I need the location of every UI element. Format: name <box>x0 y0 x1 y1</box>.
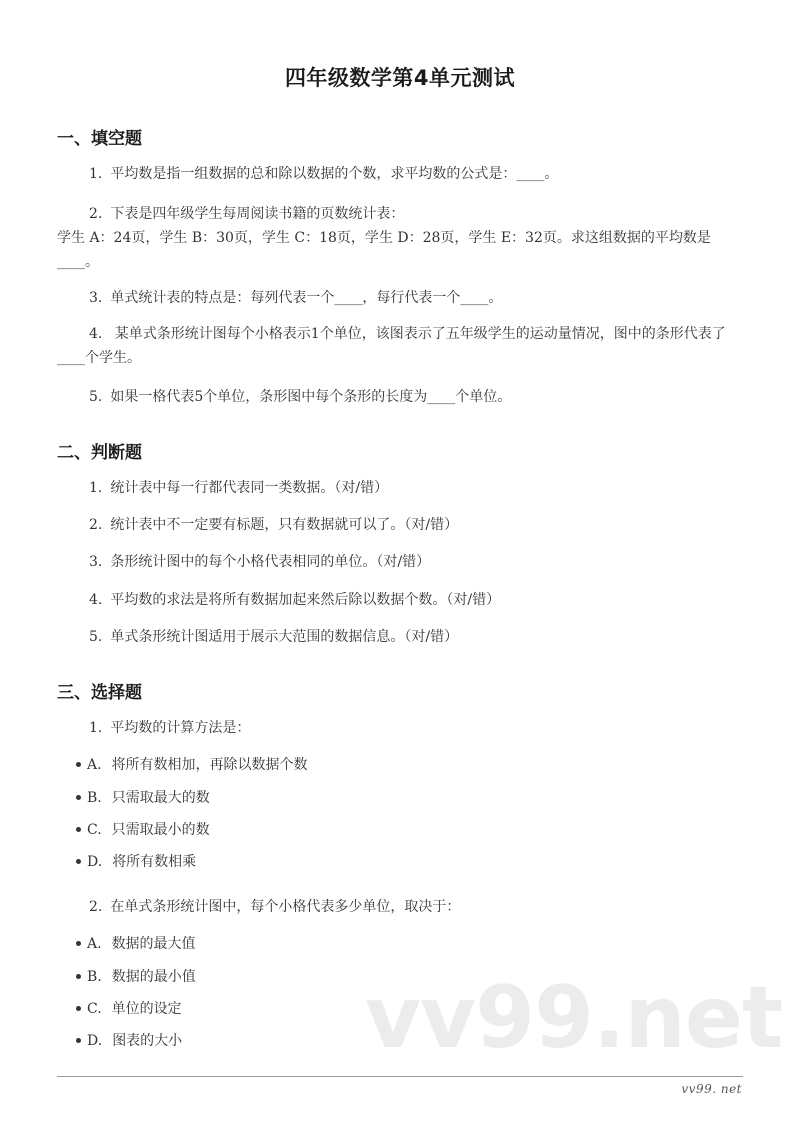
question-number: 2. <box>89 206 103 222</box>
bullet-icon <box>76 941 81 946</box>
question-number: 5. <box>89 629 103 645</box>
question-text: 单式条形统计图适用于展示大范围的数据信息。（对/错） <box>110 629 459 645</box>
option-text: 将所有数相乘 <box>112 854 197 870</box>
option-text: 只需取最小的数 <box>111 822 210 838</box>
option-letter: B. <box>87 790 102 806</box>
option-letter: D. <box>87 1033 103 1049</box>
choice-2-option-c <box>76 999 182 1019</box>
question-continuation: 学生 A：24页，学生 B：30页，学生 C：18页，学生 D：28页，学生 E：32页。求这组数据的平均数是____。 <box>57 230 711 270</box>
option-text: 图表的大小 <box>112 1033 183 1049</box>
option-letter: D. <box>87 854 103 870</box>
question-text: 下表是四年级学生每周阅读书籍的页数统计表： <box>110 206 405 222</box>
question-text: 统计表中每一行都代表同一类数据。（对/错） <box>110 480 389 496</box>
question-number: 5. <box>89 389 103 405</box>
option-letter: A. <box>87 757 102 773</box>
bullet-icon <box>76 1006 81 1011</box>
question-number: 2. <box>89 899 103 915</box>
option-text: 数据的最小值 <box>111 969 196 985</box>
true-false-question-2 <box>57 513 747 537</box>
option-text: 将所有数相加，再除以数据个数 <box>111 757 308 773</box>
question-number: 3. <box>89 290 103 306</box>
choice-2-option-a <box>76 934 196 954</box>
option-text: 单位的设定 <box>111 1001 182 1017</box>
option-text: 数据的最大值 <box>111 936 196 952</box>
bullet-icon <box>76 1038 81 1043</box>
bullet-icon <box>76 827 81 832</box>
question-number: 3. <box>89 554 103 570</box>
question-number: 1. <box>89 480 103 496</box>
question-text: 平均数的计算方法是： <box>110 720 251 736</box>
option-letter: B. <box>87 969 102 985</box>
choice-2-option-d <box>76 1031 182 1051</box>
question-text: 如果一格代表5个单位，条形图中每个条形的长度为____个单位。 <box>110 389 512 405</box>
document-title: 四年级数学第4单元测试 <box>284 66 516 90</box>
true-false-question-5 <box>57 625 747 649</box>
option-letter: A. <box>87 936 102 952</box>
question-number: 4. <box>89 592 103 608</box>
fill-blank-question-2 <box>57 202 747 274</box>
question-text: 在单式条形统计图中，每个小格代表多少单位，取决于： <box>110 899 461 915</box>
section-heading-true-false: 二、判断题 <box>57 443 142 463</box>
question-text: 条形统计图中的每个小格代表相同的单位。（对/错） <box>110 554 431 570</box>
choice-1-option-c <box>76 820 210 840</box>
option-text: 只需取最大的数 <box>111 790 210 806</box>
true-false-question-4 <box>57 588 747 612</box>
fill-blank-question-5 <box>57 385 747 409</box>
bullet-icon <box>76 762 81 767</box>
bullet-icon <box>76 974 81 979</box>
choice-question-1 <box>57 716 747 740</box>
question-number: 1. <box>89 166 103 182</box>
question-number: 1. <box>89 720 103 736</box>
choice-question-2 <box>57 895 747 919</box>
option-letter: C. <box>87 822 102 838</box>
bullet-icon <box>76 859 81 864</box>
question-text: 统计表中不一定要有标题，只有数据就可以了。（对/错） <box>110 517 459 533</box>
choice-1-option-a <box>76 755 308 775</box>
choice-1-option-b <box>76 788 210 808</box>
choice-1-option-d <box>76 852 196 872</box>
choice-2-option-b <box>76 967 196 987</box>
section-heading-fill-blank: 一、填空题 <box>57 129 142 149</box>
fill-blank-question-3 <box>57 286 747 310</box>
question-text: 单式统计表的特点是：每列代表一个____，每行代表一个____。 <box>110 290 503 306</box>
true-false-question-1 <box>57 476 747 500</box>
fill-blank-question-4 <box>57 322 747 370</box>
bullet-icon <box>76 795 81 800</box>
option-letter: C. <box>87 1001 102 1017</box>
question-text: 平均数是指一组数据的总和除以数据的个数，求平均数的公式是：____。 <box>110 166 559 182</box>
question-text: 平均数的求法是将所有数据加起来然后除以数据个数。（对/错） <box>110 592 501 608</box>
true-false-question-3 <box>57 550 747 574</box>
footer-divider <box>57 1076 743 1077</box>
question-text: 某单式条形统计图每个小格表示1个单位，该图表示了五年级学生的运动量情况，图中的条形代表了____个学生。 <box>57 326 726 366</box>
section-heading-multiple-choice: 三、选择题 <box>57 683 142 703</box>
watermark: vv99.net <box>365 968 783 1068</box>
question-number: 4. <box>89 326 103 342</box>
footer-site-name: vv99. net <box>681 1082 742 1096</box>
fill-blank-question-1 <box>57 162 747 186</box>
question-number: 2. <box>89 517 103 533</box>
